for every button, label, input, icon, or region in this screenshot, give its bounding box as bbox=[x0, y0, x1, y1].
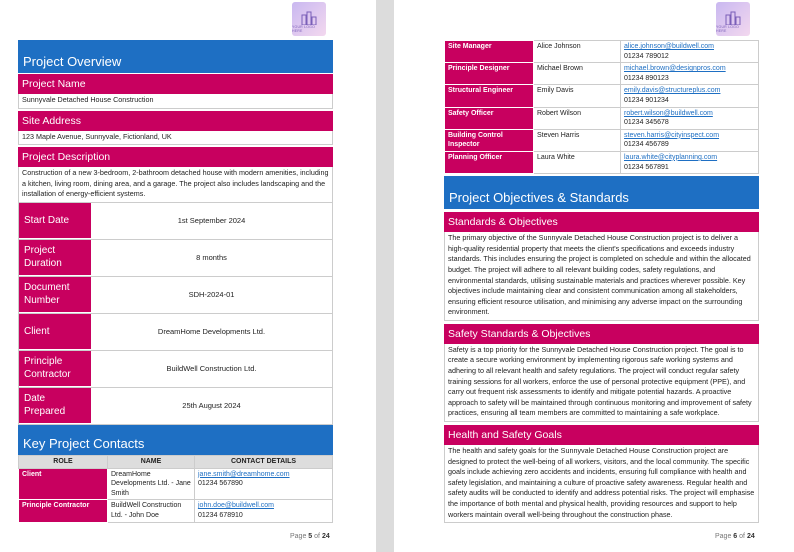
site-address-label: Site Address bbox=[18, 111, 333, 131]
section-title: Project Objectives & Standards bbox=[444, 176, 759, 209]
column-header-name: NAME bbox=[108, 455, 195, 468]
logo-text: YOUR LOGO HERE bbox=[292, 25, 315, 33]
contact-phone: 01234 890123 bbox=[624, 74, 669, 82]
contact-role: Building Control Inspector bbox=[445, 129, 534, 151]
contact-name: Laura White bbox=[534, 151, 621, 173]
page-number: Page 6 of 24 bbox=[715, 533, 755, 540]
table-row bbox=[445, 41, 759, 63]
contacts-title: Key Project Contacts bbox=[18, 425, 333, 455]
detail-value: 25th August 2024 bbox=[91, 388, 333, 424]
detail-row bbox=[19, 314, 333, 351]
safety-text: Safety is a top priority for the Sunnyvale Detached House Construction project. The goal is to create a secure working environment by implementing rigorous safe working systems and adhering to all relevant health and safety regulations. The project will conduct regular safety training sessions for all workers, enforce the use of personal protective equipment (PPE), and carry out frequent risk assessments to identify and mitigate potential hazards. A proactive approach to safety will be maintained through continuous monitoring and improvement of safety practices, ensuring all team members are committed to maintaining a safe workplace. bbox=[444, 344, 759, 422]
contact-role: Principle Designer bbox=[445, 63, 534, 85]
detail-label: Client bbox=[19, 314, 91, 350]
contact-email-link[interactable]: laura.white@cityplanning.com bbox=[624, 153, 718, 161]
contact-role: Principle Contractor bbox=[19, 500, 108, 522]
contact-role: Safety Officer bbox=[445, 107, 534, 129]
logo-text: YOUR LOGO HERE bbox=[716, 25, 739, 33]
subsection-title: Standards & Objectives bbox=[444, 212, 759, 232]
description-value: Construction of a new 3-bedroom, 2-bathroom detached house with modern amenities, including a kitchen, living room, dining area, and a garage. The project also includes landscaping and the installation of energy-efficient systems. bbox=[18, 167, 333, 203]
page-6 bbox=[394, 0, 794, 552]
contact-email-link[interactable]: robert.wilson@buildwell.com bbox=[624, 109, 713, 117]
contact-email-link[interactable]: emily.davis@structureplus.com bbox=[624, 87, 721, 95]
contact-email-link[interactable]: john.doe@buildwell.com bbox=[198, 502, 274, 510]
detail-label: Document Number bbox=[19, 277, 91, 313]
contact-phone: 01234 678910 bbox=[198, 511, 243, 519]
contact-details bbox=[621, 41, 759, 63]
table-row bbox=[19, 500, 333, 522]
table-row bbox=[19, 468, 333, 500]
contacts-continued bbox=[444, 40, 759, 523]
table-row bbox=[445, 107, 759, 129]
table-row bbox=[445, 85, 759, 107]
contact-phone: 01234 456789 bbox=[624, 141, 669, 149]
contact-name: Robert Wilson bbox=[534, 107, 621, 129]
detail-label: Project Duration bbox=[19, 240, 91, 276]
standards-text: The primary objective of the Sunnyvale Detached House Construction project is to deliver a high-quality residential property that meets the client's specifications and exceeds industry standards. This includes ensuring the project is completed on schedule and within the allocated budget. The project will adhere to all relevant building codes, safety regulations, and environmental standards, utilising sustainable materials and practices wherever possible. Key objectives include maintaining clear and consistent communication among all stakeholders, ensuring efficient resource utilisation, and minimising any adverse impact on the surrounding environment. bbox=[444, 232, 759, 321]
contact-email-link[interactable]: steven.harris@cityinspect.com bbox=[624, 131, 720, 139]
detail-value: BuildWell Construction Ltd. bbox=[91, 351, 333, 387]
contact-phone: 01234 789012 bbox=[624, 52, 669, 60]
detail-row bbox=[19, 351, 333, 388]
contact-role: Planning Officer bbox=[445, 151, 534, 173]
project-name-value: Sunnyvale Detached House Construction bbox=[18, 94, 333, 109]
contact-email-link[interactable]: michael.brown@designpros.com bbox=[624, 65, 726, 73]
logo-placeholder bbox=[292, 2, 326, 36]
subsection-title: Safety Standards & Objectives bbox=[444, 324, 759, 344]
detail-value: SDH-2024-01 bbox=[91, 277, 333, 313]
building-icon bbox=[725, 11, 741, 25]
contact-email-link[interactable]: jane.smith@dreamhome.com bbox=[198, 470, 290, 478]
table-header-row bbox=[19, 455, 333, 468]
contact-role: Site Manager bbox=[445, 41, 534, 63]
contact-role: Structural Engineer bbox=[445, 85, 534, 107]
page-5 bbox=[0, 0, 376, 552]
detail-label: Date Prepared bbox=[19, 388, 91, 424]
detail-row bbox=[19, 203, 333, 240]
contact-role: Client bbox=[19, 468, 108, 500]
project-name-label: Project Name bbox=[18, 74, 333, 94]
project-details bbox=[18, 203, 333, 425]
contact-phone: 01234 567891 bbox=[624, 163, 669, 171]
table-row bbox=[445, 151, 759, 173]
contact-name: Steven Harris bbox=[534, 129, 621, 151]
contact-phone: 01234 901234 bbox=[624, 96, 669, 104]
logo-placeholder bbox=[716, 2, 750, 36]
contacts-table bbox=[18, 455, 333, 523]
contact-name: DreamHome Developments Ltd. - Jane Smith bbox=[108, 468, 195, 500]
contact-name: Emily Davis bbox=[534, 85, 621, 107]
overview-section bbox=[18, 40, 333, 523]
site-address-value: 123 Maple Avenue, Sunnyvale, Fictionland, UK bbox=[18, 131, 333, 146]
table-row bbox=[445, 63, 759, 85]
description-label: Project Description bbox=[18, 147, 333, 167]
contacts-table bbox=[444, 40, 759, 174]
detail-row bbox=[19, 277, 333, 314]
column-header-role: ROLE bbox=[19, 455, 108, 468]
detail-value: DreamHome Developments Ltd. bbox=[91, 314, 333, 350]
detail-value: 8 months bbox=[91, 240, 333, 276]
contact-details bbox=[195, 468, 333, 500]
contact-email-link[interactable]: alice.johnson@buildwell.com bbox=[624, 43, 714, 50]
column-header-details: CONTACT DETAILS bbox=[195, 455, 333, 468]
contact-details bbox=[621, 63, 759, 85]
building-icon bbox=[301, 11, 317, 25]
contact-details bbox=[621, 129, 759, 151]
contact-name: Alice Johnson bbox=[534, 41, 621, 63]
contact-details bbox=[195, 500, 333, 522]
contact-details bbox=[621, 151, 759, 173]
contact-phone: 01234 567890 bbox=[198, 480, 243, 488]
table-row bbox=[445, 129, 759, 151]
contact-details bbox=[621, 107, 759, 129]
detail-row bbox=[19, 388, 333, 425]
detail-value: 1st September 2024 bbox=[91, 203, 333, 239]
page-number: Page 5 of 24 bbox=[290, 533, 330, 540]
contact-name: Michael Brown bbox=[534, 63, 621, 85]
health-safety-text: The health and safety goals for the Sunnyvale Detached House Construction project are designed to protect the well-being of all workers, visitors, and the local community. The specific goals include achieving zero accidents and incidents, ensuring full compliance with health and safety legislation, and maintaining a culture of proactive safety awareness. Regular health and safety audits will be conducted to identify and address potential risks. The project will emphasise the importance of both mental and physical health, providing resources and support to help workers maintain overall well-being throughout the construction phase. bbox=[444, 445, 759, 523]
subsection-title: Health and Safety Goals bbox=[444, 425, 759, 445]
contact-name: BuildWell Construction Ltd. - John Doe bbox=[108, 500, 195, 522]
contact-details bbox=[621, 85, 759, 107]
detail-row bbox=[19, 240, 333, 277]
detail-label: Principle Contractor bbox=[19, 351, 91, 387]
contact-phone: 01234 345678 bbox=[624, 119, 669, 127]
detail-label: Start Date bbox=[19, 203, 91, 239]
section-title: Project Overview bbox=[18, 40, 333, 73]
